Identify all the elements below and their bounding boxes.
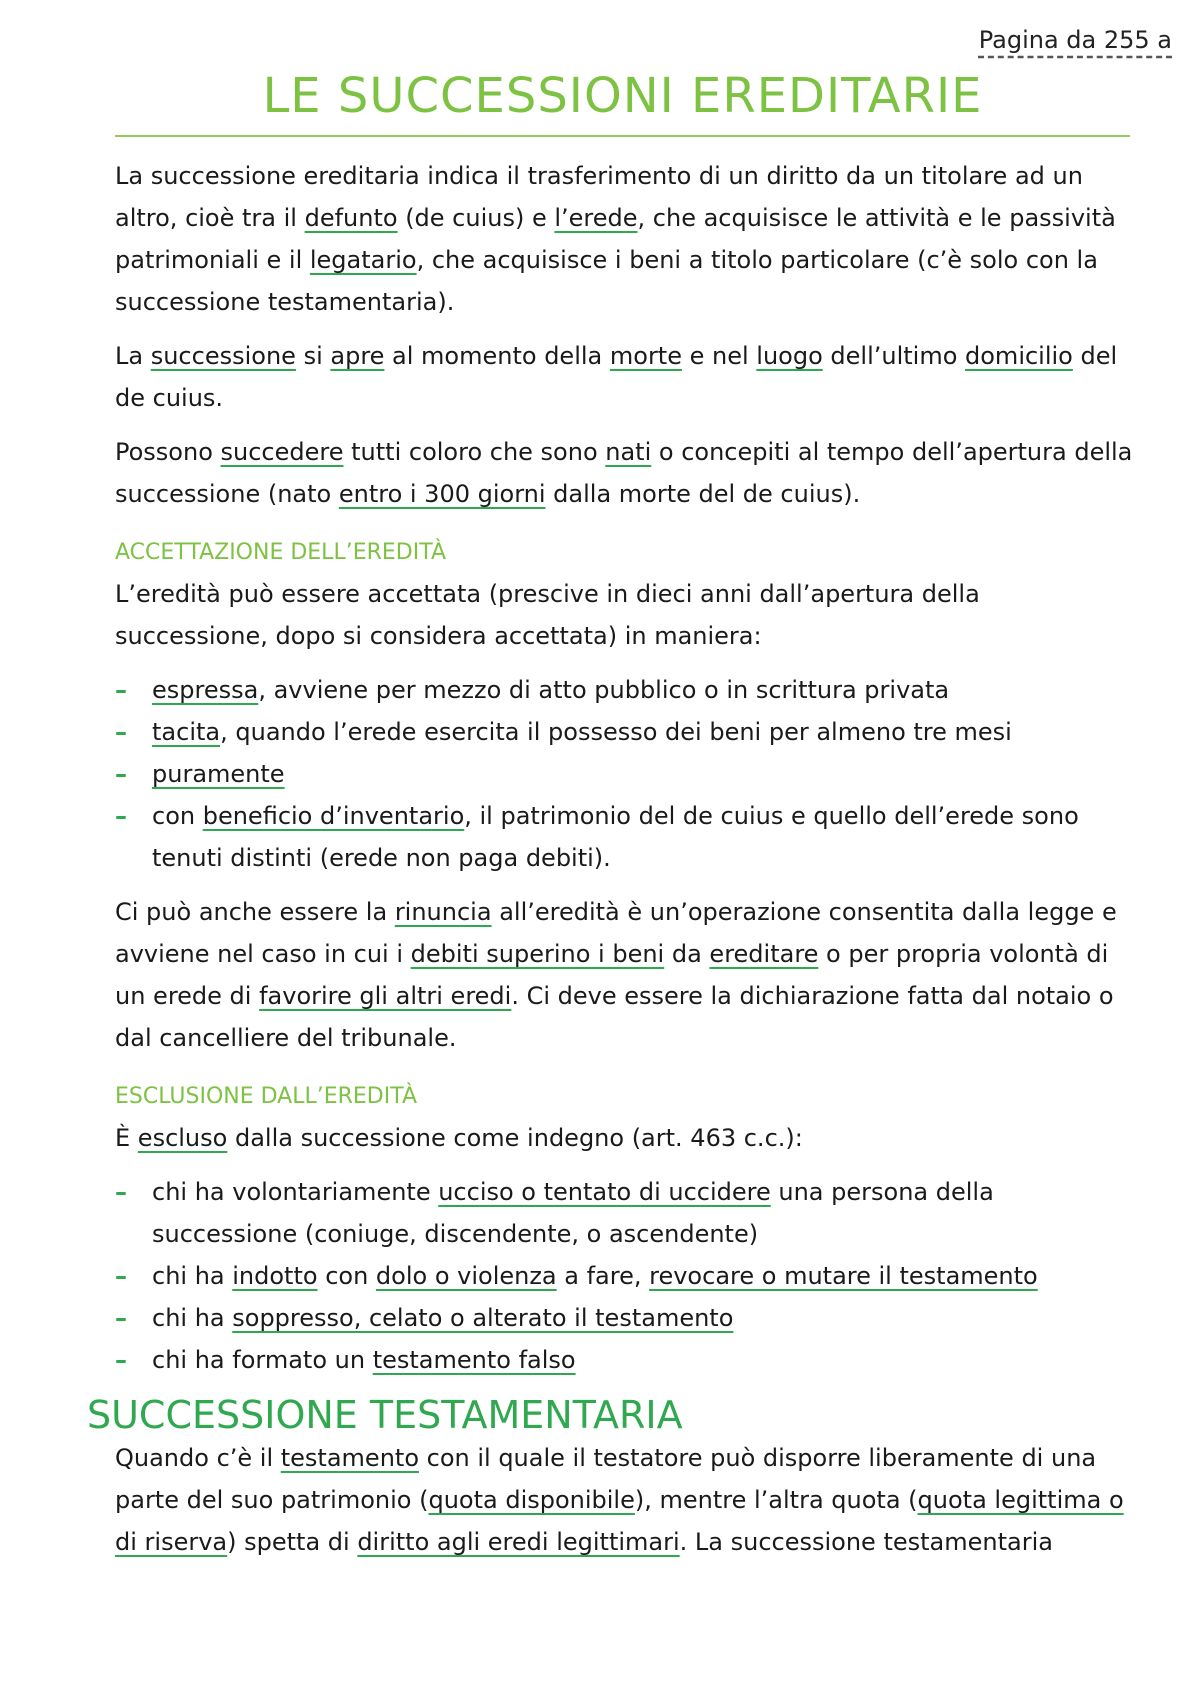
underlined-term: soppresso, celato o alterato il testamento bbox=[232, 1304, 734, 1332]
accettazione-heading: ACCETTAZIONE DELL’EREDITÀ bbox=[115, 540, 446, 565]
text: chi ha bbox=[152, 1304, 233, 1332]
underlined-term: testamento falso bbox=[372, 1346, 576, 1374]
text: , il patrimonio del de cuius e quello dell’erede sono tenuti distinti (erede non paga debiti). bbox=[152, 802, 1079, 872]
text: . Ci deve essere la dichiarazione fatta dal notaio o dal cancelliere del tribunale. bbox=[115, 982, 1114, 1052]
underlined-term: ucciso o tentato di uccidere bbox=[438, 1178, 771, 1206]
text: Possono bbox=[115, 438, 221, 466]
underlined-term: quota disponibile bbox=[428, 1486, 635, 1514]
document-body bbox=[87, 155, 1135, 1575]
underlined-term: nati bbox=[605, 438, 652, 466]
underlined-term: ereditare bbox=[709, 940, 819, 968]
list-item bbox=[115, 669, 1135, 711]
esclusione-list bbox=[115, 1171, 1135, 1381]
title-underline bbox=[115, 135, 1130, 137]
list-item bbox=[115, 1171, 1135, 1255]
succedere-paragraph bbox=[115, 431, 1135, 515]
page-number: Pagina da 255 a bbox=[978, 26, 1172, 54]
list-item bbox=[115, 1297, 1135, 1339]
accettazione-list bbox=[115, 669, 1135, 879]
text: , che acquisisce i beni a titolo particolare (c’è solo con la successione testamentaria). bbox=[115, 246, 1098, 316]
list-item bbox=[115, 753, 1135, 795]
underlined-term: escluso bbox=[137, 1124, 228, 1152]
text: del de cuius. bbox=[115, 342, 1118, 412]
underlined-term: quota legittima o di riserva bbox=[115, 1486, 1124, 1556]
underlined-term: entro i 300 giorni bbox=[338, 480, 546, 508]
testamentaria-paragraph bbox=[115, 1437, 1135, 1563]
list-item bbox=[115, 1339, 1135, 1381]
text: tutti coloro che sono bbox=[343, 438, 606, 466]
text: o per propria volontà di un erede di bbox=[115, 940, 1109, 1010]
text: È bbox=[115, 1124, 138, 1152]
text: e nel bbox=[681, 342, 757, 370]
underlined-term: dolo o violenza bbox=[375, 1262, 557, 1290]
text: , che acquisisce le attività e le passività patrimoniali e il bbox=[115, 204, 1116, 274]
list-item bbox=[115, 1255, 1135, 1297]
text: chi ha formato un bbox=[152, 1346, 373, 1374]
text: . La successione testamentaria bbox=[679, 1528, 1053, 1556]
underlined-term: indotto bbox=[232, 1262, 318, 1290]
text: all’eredità è un’operazione consentita dalla legge e avviene nel caso in cui i bbox=[115, 898, 1117, 968]
text: , quando l’erede esercita il possesso dei beni per almeno tre mesi bbox=[220, 718, 1012, 746]
apertura-paragraph bbox=[115, 335, 1135, 419]
intro-paragraph bbox=[115, 155, 1135, 323]
text: ), mentre l’altra quota ( bbox=[634, 1486, 918, 1514]
text: La bbox=[115, 342, 151, 370]
underlined-term: espressa bbox=[152, 676, 259, 704]
esclusione-heading: ESCLUSIONE DALL’EREDITÀ bbox=[115, 1084, 418, 1109]
underlined-term: luogo bbox=[756, 342, 823, 370]
text: chi ha volontariamente bbox=[152, 1178, 439, 1206]
accettazione-paragraph: L’eredità può essere accettata (prescive in dieci anni dall’apertura della successione, dopo si considera accettata) in maniera: bbox=[115, 580, 980, 650]
underlined-term: favorire gli altri eredi bbox=[259, 982, 512, 1010]
list-item bbox=[115, 711, 1135, 753]
text: (de cuius) e bbox=[397, 204, 555, 232]
underlined-term: testamento bbox=[280, 1444, 419, 1472]
underlined-term: beneficio d’inventario bbox=[202, 802, 465, 830]
underlined-term: defunto bbox=[304, 204, 398, 232]
testamentaria-heading: SUCCESSIONE TESTAMENTARIA bbox=[87, 1393, 683, 1437]
underlined-term: diritto agli eredi legittimari bbox=[357, 1528, 680, 1556]
underlined-term: l’erede bbox=[554, 204, 638, 232]
underlined-term: successione bbox=[150, 342, 296, 370]
underlined-term: domicilio bbox=[965, 342, 1073, 370]
text: La successione ereditaria indica il trasferimento di un diritto da un titolare ad un altro, cioè tra il bbox=[115, 162, 1083, 232]
text: con il quale il testatore può disporre liberamente di una parte del suo patrimonio ( bbox=[115, 1444, 1097, 1514]
rinuncia-paragraph bbox=[115, 891, 1135, 1059]
text: Quando c’è il bbox=[115, 1444, 281, 1472]
text: una persona della successione (coniuge, discendente, o ascendente) bbox=[152, 1178, 994, 1248]
text: con bbox=[152, 802, 203, 830]
text: da bbox=[664, 940, 710, 968]
underlined-term: debiti superino i beni bbox=[410, 940, 665, 968]
text: Ci può anche essere la bbox=[115, 898, 395, 926]
underlined-term: morte bbox=[609, 342, 682, 370]
underlined-term: tacita bbox=[152, 718, 221, 746]
underlined-term: legatario bbox=[309, 246, 417, 274]
list-item bbox=[115, 795, 1135, 879]
underlined-term: apre bbox=[330, 342, 385, 370]
text: dalla successione come indegno (art. 463 c.c.): bbox=[227, 1124, 803, 1152]
text: dell’ultimo bbox=[822, 342, 966, 370]
text: con bbox=[317, 1262, 376, 1290]
text: dalla morte del de cuius). bbox=[545, 480, 861, 508]
text: o concepiti al tempo dell’apertura della successione (nato bbox=[115, 438, 1133, 508]
esclusione-paragraph bbox=[115, 1117, 1135, 1159]
underlined-term: puramente bbox=[152, 760, 285, 788]
underlined-term: rinuncia bbox=[394, 898, 492, 926]
text: ) spetta di bbox=[227, 1528, 358, 1556]
underlined-term: succedere bbox=[220, 438, 344, 466]
text: al momento della bbox=[384, 342, 610, 370]
text: chi ha bbox=[152, 1262, 233, 1290]
document-title: LE SUCCESSIONI EREDITARIE bbox=[262, 68, 983, 124]
text: , avviene per mezzo di atto pubblico o in scrittura privata bbox=[258, 676, 950, 704]
text: si bbox=[295, 342, 331, 370]
underlined-term: revocare o mutare il testamento bbox=[649, 1262, 1038, 1290]
text: a fare, bbox=[556, 1262, 650, 1290]
